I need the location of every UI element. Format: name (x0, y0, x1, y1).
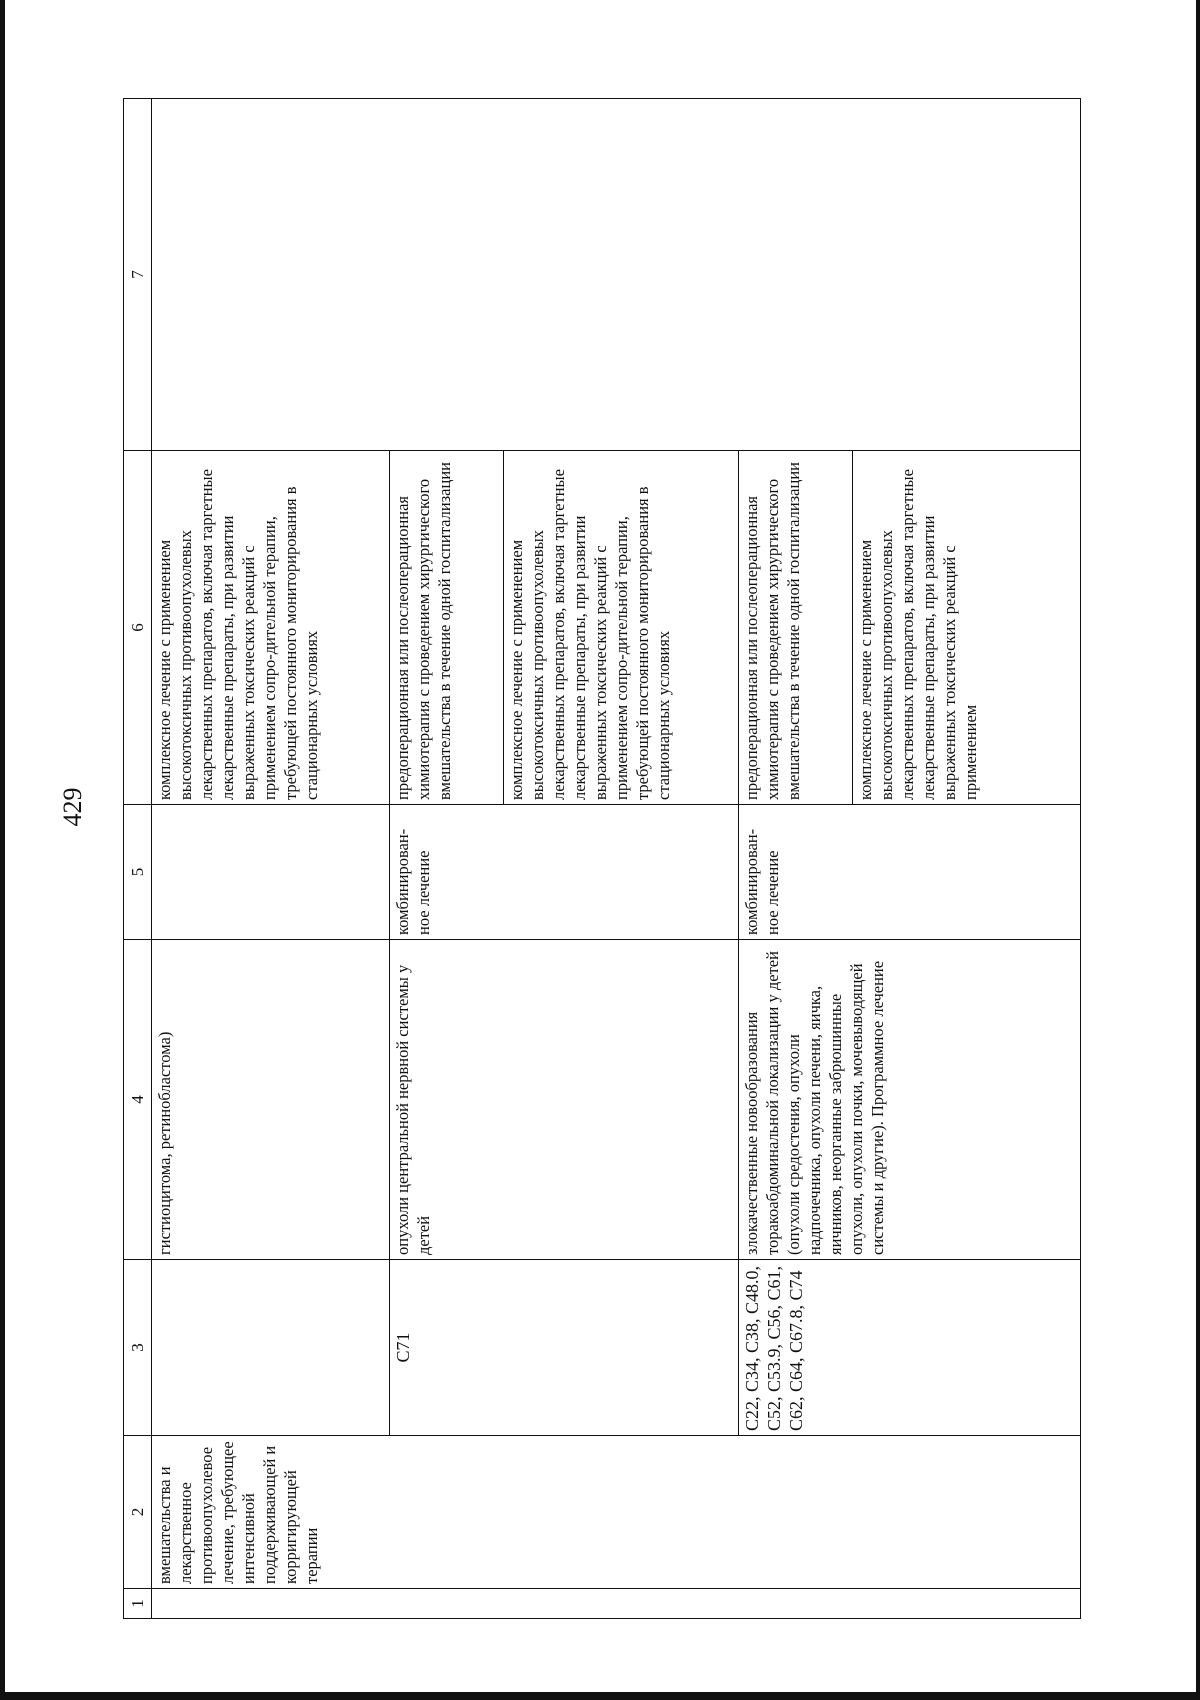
table-cell: комбинирован-ное лечение (390, 805, 739, 940)
table-cell: комбинирован-ное лечение (739, 805, 1081, 940)
table-cell: гистиоцитома, ретинобластома) (152, 940, 390, 1260)
table-cell: C22, C34, C38, C48.0, C52, C53.9, C56, C61, C62, C64, C67.8, C74 (739, 1260, 1081, 1436)
table-row (152, 99, 390, 1619)
table-cell (152, 805, 390, 940)
table-cell (152, 99, 1081, 451)
column-number-row (124, 99, 152, 1619)
table-cell: вмешательства и лекарственное противоопухолевое лечение, требующее интенсивной поддерживающей и корригирующей терапии (152, 1436, 1081, 1589)
column-number: 4 (124, 940, 152, 1260)
scan-edge-left (0, 0, 5, 1700)
table-cell: злокачественные новообразования торакоабдоминальной локализации у детей (опухоли средостения, опухоли надпочечника, опухоли печени, яичка, яичников, неорганные забрюшинные опухоли, опухоли почки, мочевыводящей системы и другие). Программное лечение (739, 940, 1081, 1260)
column-number: 7 (124, 99, 152, 451)
scan-edge-bottom (0, 1692, 1200, 1700)
column-number: 2 (124, 1436, 152, 1589)
table-cell: C71 (390, 1260, 739, 1436)
table-cell (152, 1260, 390, 1436)
table-cell: опухоли центральной нервной системы у детей (390, 940, 739, 1260)
page-number: 429 (58, 787, 87, 827)
column-number: 6 (124, 451, 152, 805)
table-cell: комплексное лечение с применением высокотоксичных противоопухолевых лекарственных препаратов, включая таргетные лекарственные препараты, при развитии выраженных токсических реакций с применением сопро-дительной терапии, требующей постоянного мониторирования в стационарных условиях (504, 451, 739, 805)
document-table (123, 98, 1081, 1619)
table-cell (152, 1589, 1081, 1619)
document-table-wrapper (123, 99, 1081, 1619)
table-cell: предоперационная или послеоперационная химиотерапия с проведением хирургического вмешательства в течение одной госпитализации (390, 451, 504, 805)
table-cell: комплексное лечение с применением высокотоксичных противоопухолевых лекарственных препаратов, включая таргетные лекарственные препараты, при развитии выраженных токсических реакций с применением (853, 451, 1081, 805)
table-cell: предоперационная или послеоперационная химиотерапия с проведением хирургического вмешательства в течение одной госпитализации (739, 451, 853, 805)
scan-edge-right (1196, 0, 1200, 1700)
table-cell: комплексное лечение с применением высокотоксичных противоопухолевых лекарственных препаратов, включая таргетные лекарственные препараты, при развитии выраженных токсических реакций с применением сопро-дительной терапии, требующей постоянного мониторирования в стационарных условиях (152, 451, 390, 805)
column-number: 3 (124, 1260, 152, 1436)
column-number: 5 (124, 805, 152, 940)
column-number: 1 (124, 1589, 152, 1619)
